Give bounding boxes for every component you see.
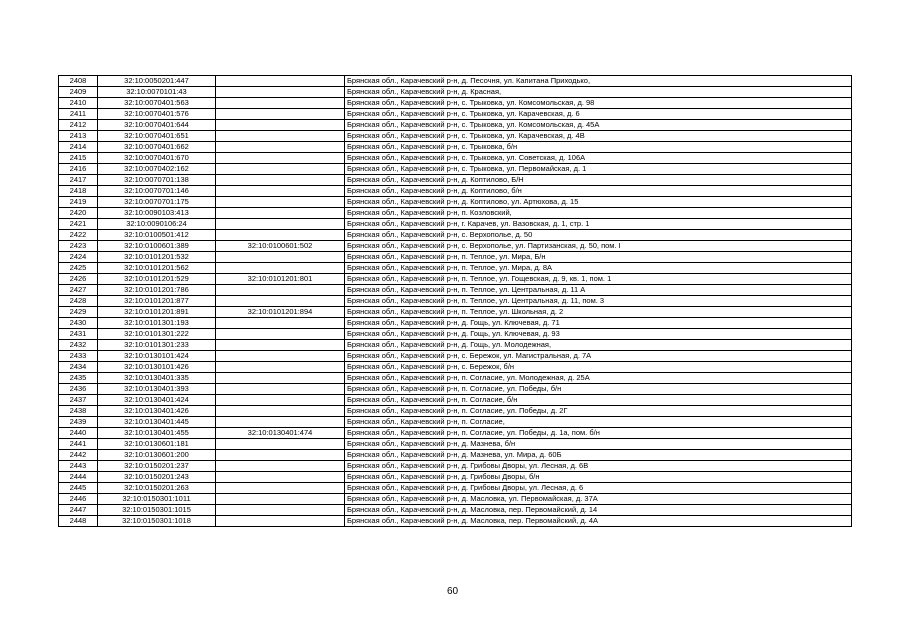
row-number-cell: 2441 — [59, 439, 98, 450]
row-number-cell: 2448 — [59, 516, 98, 527]
address-cell: Брянская обл., Карачевский р-н, с. Трыковка, ул. Карачевская, д. 4В — [345, 131, 852, 142]
address-cell: Брянская обл., Карачевский р-н, д. Грибовы Дворы, б/н — [345, 472, 852, 483]
cadastral-number-cell: 32:10:0150201:243 — [98, 472, 216, 483]
cadastral-number-cell: 32:10:0130401:455 — [98, 428, 216, 439]
related-cadastral-number-cell — [216, 98, 345, 109]
related-cadastral-number-cell: 32:10:0130401:474 — [216, 428, 345, 439]
row-number-cell: 2432 — [59, 340, 98, 351]
table-row — [59, 175, 852, 186]
cadastral-number-cell: 32:10:0130601:200 — [98, 450, 216, 461]
row-number-cell: 2412 — [59, 120, 98, 131]
address-cell: Брянская обл., Карачевский р-н, п. Козловский, — [345, 208, 852, 219]
table-row — [59, 274, 852, 285]
table-row — [59, 351, 852, 362]
table-row — [59, 450, 852, 461]
address-cell: Брянская обл., Карачевский р-н, д. Мазнева, ул. Мира, д. 60Б — [345, 450, 852, 461]
address-cell: Брянская обл., Карачевский р-н, п. Теплое, ул. Школьная, д. 2 — [345, 307, 852, 318]
table-row — [59, 340, 852, 351]
row-number-cell: 2431 — [59, 329, 98, 340]
cadastral-number-cell: 32:10:0070701:175 — [98, 197, 216, 208]
table-row — [59, 208, 852, 219]
row-number-cell: 2434 — [59, 362, 98, 373]
related-cadastral-number-cell — [216, 263, 345, 274]
table-row — [59, 516, 852, 527]
related-cadastral-number-cell — [216, 395, 345, 406]
related-cadastral-number-cell — [216, 109, 345, 120]
cadastral-number-cell: 32:10:0070401:670 — [98, 153, 216, 164]
table-row — [59, 252, 852, 263]
related-cadastral-number-cell — [216, 208, 345, 219]
table-row — [59, 186, 852, 197]
cadastral-number-cell: 32:10:0130601:181 — [98, 439, 216, 450]
table-row — [59, 164, 852, 175]
cadastral-number-cell: 32:10:0070402:162 — [98, 164, 216, 175]
cadastral-number-cell: 32:10:0070401:644 — [98, 120, 216, 131]
row-number-cell: 2409 — [59, 87, 98, 98]
related-cadastral-number-cell — [216, 131, 345, 142]
related-cadastral-number-cell: 32:10:0100601:502 — [216, 241, 345, 252]
related-cadastral-number-cell — [216, 252, 345, 263]
cadastral-number-cell: 32:10:0101201:562 — [98, 263, 216, 274]
related-cadastral-number-cell — [216, 87, 345, 98]
address-cell: Брянская обл., Карачевский р-н, д. Песочня, ул. Капитана Приходько, — [345, 76, 852, 87]
property-table — [58, 75, 852, 527]
table-row — [59, 241, 852, 252]
cadastral-number-cell: 32:10:0101301:233 — [98, 340, 216, 351]
related-cadastral-number-cell — [216, 296, 345, 307]
page-number: 60 — [446, 586, 459, 597]
address-cell: Брянская обл., Карачевский р-н, д. Масловка, пер. Первомайский, д. 14 — [345, 505, 852, 516]
address-cell: Брянская обл., Карачевский р-н, с. Бережок, ул. Магистральная, д. 7А — [345, 351, 852, 362]
address-cell: Брянская обл., Карачевский р-н, д. Красная, — [345, 87, 852, 98]
row-number-cell: 2424 — [59, 252, 98, 263]
table-row — [59, 87, 852, 98]
related-cadastral-number-cell — [216, 340, 345, 351]
table-row — [59, 362, 852, 373]
row-number-cell: 2429 — [59, 307, 98, 318]
row-number-cell: 2422 — [59, 230, 98, 241]
address-cell: Брянская обл., Карачевский р-н, п. Согласие, — [345, 417, 852, 428]
cadastral-number-cell: 32:10:0130401:424 — [98, 395, 216, 406]
row-number-cell: 2418 — [59, 186, 98, 197]
table-row — [59, 472, 852, 483]
row-number-cell: 2430 — [59, 318, 98, 329]
address-cell: Брянская обл., Карачевский р-н, п. Согласие, ул. Молодежная, д. 25А — [345, 373, 852, 384]
row-number-cell: 2420 — [59, 208, 98, 219]
table-row — [59, 384, 852, 395]
address-cell: Брянская обл., Карачевский р-н, с. Трыковка, ул. Карачевская, д. 6 — [345, 109, 852, 120]
cadastral-number-cell: 32:10:0150301:1015 — [98, 505, 216, 516]
property-table-body — [59, 76, 852, 527]
related-cadastral-number-cell — [216, 417, 345, 428]
related-cadastral-number-cell — [216, 373, 345, 384]
related-cadastral-number-cell: 32:10:0101201:801 — [216, 274, 345, 285]
cadastral-number-cell: 32:10:0070101:43 — [98, 87, 216, 98]
table-row — [59, 461, 852, 472]
address-cell: Брянская обл., Карачевский р-н, д. Масловка, ул. Первомайская, д. 37А — [345, 494, 852, 505]
row-number-cell: 2419 — [59, 197, 98, 208]
table-row — [59, 76, 852, 87]
related-cadastral-number-cell — [216, 505, 345, 516]
related-cadastral-number-cell — [216, 384, 345, 395]
related-cadastral-number-cell — [216, 153, 345, 164]
row-number-cell: 2425 — [59, 263, 98, 274]
table-row — [59, 153, 852, 164]
cadastral-number-cell: 32:10:0070701:146 — [98, 186, 216, 197]
related-cadastral-number-cell — [216, 285, 345, 296]
row-number-cell: 2437 — [59, 395, 98, 406]
cadastral-number-cell: 32:10:0150301:1018 — [98, 516, 216, 527]
cadastral-number-cell: 32:10:0101201:786 — [98, 285, 216, 296]
row-number-cell: 2426 — [59, 274, 98, 285]
table-row — [59, 494, 852, 505]
cadastral-number-cell: 32:10:0101301:193 — [98, 318, 216, 329]
address-cell: Брянская обл., Карачевский р-н, п. Теплое, ул. Мира, Б/н — [345, 252, 852, 263]
row-number-cell: 2433 — [59, 351, 98, 362]
table-row — [59, 109, 852, 120]
address-cell: Брянская обл., Карачевский р-н, п. Теплое, ул. Центральная, д. 11 А — [345, 285, 852, 296]
table-row — [59, 98, 852, 109]
address-cell: Брянская обл., Карачевский р-н, д. Грибовы Дворы, ул. Лесная, д. 6 — [345, 483, 852, 494]
address-cell: Брянская обл., Карачевский р-н, д. Масловка, пер. Первомайский, д. 4А — [345, 516, 852, 527]
row-number-cell: 2435 — [59, 373, 98, 384]
table-row — [59, 285, 852, 296]
table-row — [59, 318, 852, 329]
row-number-cell: 2446 — [59, 494, 98, 505]
cadastral-number-cell: 32:10:0150201:263 — [98, 483, 216, 494]
row-number-cell: 2414 — [59, 142, 98, 153]
related-cadastral-number-cell — [216, 362, 345, 373]
related-cadastral-number-cell: 32:10:0101201:894 — [216, 307, 345, 318]
address-cell: Брянская обл., Карачевский р-н, с. Трыковка, ул. Комсомольская, д. 45А — [345, 120, 852, 131]
address-cell: Брянская обл., Карачевский р-н, п. Согласие, б/н — [345, 395, 852, 406]
address-cell: Брянская обл., Карачевский р-н, с. Трыковка, б/н — [345, 142, 852, 153]
table-row — [59, 263, 852, 274]
related-cadastral-number-cell — [216, 120, 345, 131]
cadastral-number-cell: 32:10:0100501:412 — [98, 230, 216, 241]
table-row — [59, 406, 852, 417]
table-row — [59, 439, 852, 450]
cadastral-number-cell: 32:10:0130401:445 — [98, 417, 216, 428]
related-cadastral-number-cell — [216, 450, 345, 461]
cadastral-number-cell: 32:10:0130401:426 — [98, 406, 216, 417]
address-cell: Брянская обл., Карачевский р-н, с. Бережок, б/н — [345, 362, 852, 373]
related-cadastral-number-cell — [216, 483, 345, 494]
related-cadastral-number-cell — [216, 197, 345, 208]
row-number-cell: 2415 — [59, 153, 98, 164]
related-cadastral-number-cell — [216, 142, 345, 153]
address-cell: Брянская обл., Карачевский р-н, с. Трыковка, ул. Комсомольская, д. 98 — [345, 98, 852, 109]
cadastral-number-cell: 32:10:0150201:237 — [98, 461, 216, 472]
address-cell: Брянская обл., Карачевский р-н, с. Верхополье, ул. Партизанская, д. 50, пом. I — [345, 241, 852, 252]
table-row — [59, 230, 852, 241]
row-number-cell: 2416 — [59, 164, 98, 175]
cadastral-number-cell: 32:10:0070701:138 — [98, 175, 216, 186]
cadastral-number-cell: 32:10:0101301:222 — [98, 329, 216, 340]
cadastral-number-cell: 32:10:0130101:426 — [98, 362, 216, 373]
row-number-cell: 2445 — [59, 483, 98, 494]
row-number-cell: 2447 — [59, 505, 98, 516]
row-number-cell: 2438 — [59, 406, 98, 417]
table-row — [59, 296, 852, 307]
related-cadastral-number-cell — [216, 76, 345, 87]
cadastral-number-cell: 32:10:0070401:563 — [98, 98, 216, 109]
related-cadastral-number-cell — [216, 186, 345, 197]
table-row — [59, 329, 852, 340]
address-cell: Брянская обл., Карачевский р-н, п. Согласие, ул. Победы, д. 1а, пом. б/н — [345, 428, 852, 439]
cadastral-number-cell: 32:10:0130401:335 — [98, 373, 216, 384]
related-cadastral-number-cell — [216, 230, 345, 241]
table-row — [59, 483, 852, 494]
cadastral-number-cell: 32:10:0130401:393 — [98, 384, 216, 395]
cadastral-number-cell: 32:10:0130101:424 — [98, 351, 216, 362]
cadastral-number-cell: 32:10:0050201:447 — [98, 76, 216, 87]
table-row — [59, 395, 852, 406]
cadastral-number-cell: 32:10:0090106:24 — [98, 219, 216, 230]
table-row — [59, 131, 852, 142]
cadastral-number-cell: 32:10:0101201:529 — [98, 274, 216, 285]
address-cell: Брянская обл., Карачевский р-н, с. Трыковка, ул. Советская, д. 106А — [345, 153, 852, 164]
related-cadastral-number-cell — [216, 406, 345, 417]
related-cadastral-number-cell — [216, 219, 345, 230]
address-cell: Брянская обл., Карачевский р-н, д. Коптилово, Б/Н — [345, 175, 852, 186]
row-number-cell: 2408 — [59, 76, 98, 87]
table-row — [59, 197, 852, 208]
cadastral-number-cell: 32:10:0070401:651 — [98, 131, 216, 142]
row-number-cell: 2427 — [59, 285, 98, 296]
related-cadastral-number-cell — [216, 472, 345, 483]
address-cell: Брянская обл., Карачевский р-н, п. Согласие, ул. Победы, д. 2Г — [345, 406, 852, 417]
row-number-cell: 2439 — [59, 417, 98, 428]
address-cell: Брянская обл., Карачевский р-н, г. Карачев, ул. Вазовская, д. 1, стр. 1 — [345, 219, 852, 230]
address-cell: Брянская обл., Карачевский р-н, д. Коптилово, ул. Артюхова, д. 15 — [345, 197, 852, 208]
related-cadastral-number-cell — [216, 516, 345, 527]
cadastral-number-cell: 32:10:0101201:532 — [98, 252, 216, 263]
row-number-cell: 2410 — [59, 98, 98, 109]
table-row — [59, 219, 852, 230]
address-cell: Брянская обл., Карачевский р-н, д. Гощь, ул. Ключевая, д. 71 — [345, 318, 852, 329]
row-number-cell: 2411 — [59, 109, 98, 120]
related-cadastral-number-cell — [216, 351, 345, 362]
row-number-cell: 2440 — [59, 428, 98, 439]
address-cell: Брянская обл., Карачевский р-н, п. Теплое, ул. Гощевская, д. 9, кв. 1, пом. 1 — [345, 274, 852, 285]
cadastral-number-cell: 32:10:0101201:877 — [98, 296, 216, 307]
row-number-cell: 2417 — [59, 175, 98, 186]
address-cell: Брянская обл., Карачевский р-н, п. Теплое, ул. Центральная, д. 11, пом. 3 — [345, 296, 852, 307]
address-cell: Брянская обл., Карачевский р-н, п. Теплое, ул. Мира, д. 8А — [345, 263, 852, 274]
address-cell: Брянская обл., Карачевский р-н, д. Мазнева, б/н — [345, 439, 852, 450]
related-cadastral-number-cell — [216, 318, 345, 329]
related-cadastral-number-cell — [216, 461, 345, 472]
table-row — [59, 373, 852, 384]
table-row — [59, 120, 852, 131]
row-number-cell: 2413 — [59, 131, 98, 142]
cadastral-number-cell: 32:10:0090103:413 — [98, 208, 216, 219]
row-number-cell: 2444 — [59, 472, 98, 483]
row-number-cell: 2423 — [59, 241, 98, 252]
address-cell: Брянская обл., Карачевский р-н, д. Грибовы Дворы, ул. Лесная, д. 6В — [345, 461, 852, 472]
row-number-cell: 2442 — [59, 450, 98, 461]
address-cell: Брянская обл., Карачевский р-н, с. Верхополье, д. 50 — [345, 230, 852, 241]
table-row — [59, 417, 852, 428]
row-number-cell: 2428 — [59, 296, 98, 307]
related-cadastral-number-cell — [216, 164, 345, 175]
address-cell: Брянская обл., Карачевский р-н, д. Коптилово, б/н — [345, 186, 852, 197]
related-cadastral-number-cell — [216, 439, 345, 450]
table-row — [59, 307, 852, 318]
table-row — [59, 505, 852, 516]
related-cadastral-number-cell — [216, 494, 345, 505]
related-cadastral-number-cell — [216, 175, 345, 186]
cadastral-number-cell: 32:10:0101201:891 — [98, 307, 216, 318]
row-number-cell: 2421 — [59, 219, 98, 230]
row-number-cell: 2436 — [59, 384, 98, 395]
cadastral-number-cell: 32:10:0150301:1011 — [98, 494, 216, 505]
address-cell: Брянская обл., Карачевский р-н, с. Трыковка, ул. Первомайская, д. 1 — [345, 164, 852, 175]
related-cadastral-number-cell — [216, 329, 345, 340]
row-number-cell: 2443 — [59, 461, 98, 472]
cadastral-number-cell: 32:10:0100601:389 — [98, 241, 216, 252]
address-cell: Брянская обл., Карачевский р-н, д. Гощь, ул. Молодежная, — [345, 340, 852, 351]
table-row — [59, 142, 852, 153]
address-cell: Брянская обл., Карачевский р-н, д. Гощь, ул. Ключевая, д. 93 — [345, 329, 852, 340]
cadastral-number-cell: 32:10:0070401:576 — [98, 109, 216, 120]
address-cell: Брянская обл., Карачевский р-н, п. Согласие, ул. Победы, б/н — [345, 384, 852, 395]
table-row — [59, 428, 852, 439]
cadastral-number-cell: 32:10:0070401:662 — [98, 142, 216, 153]
